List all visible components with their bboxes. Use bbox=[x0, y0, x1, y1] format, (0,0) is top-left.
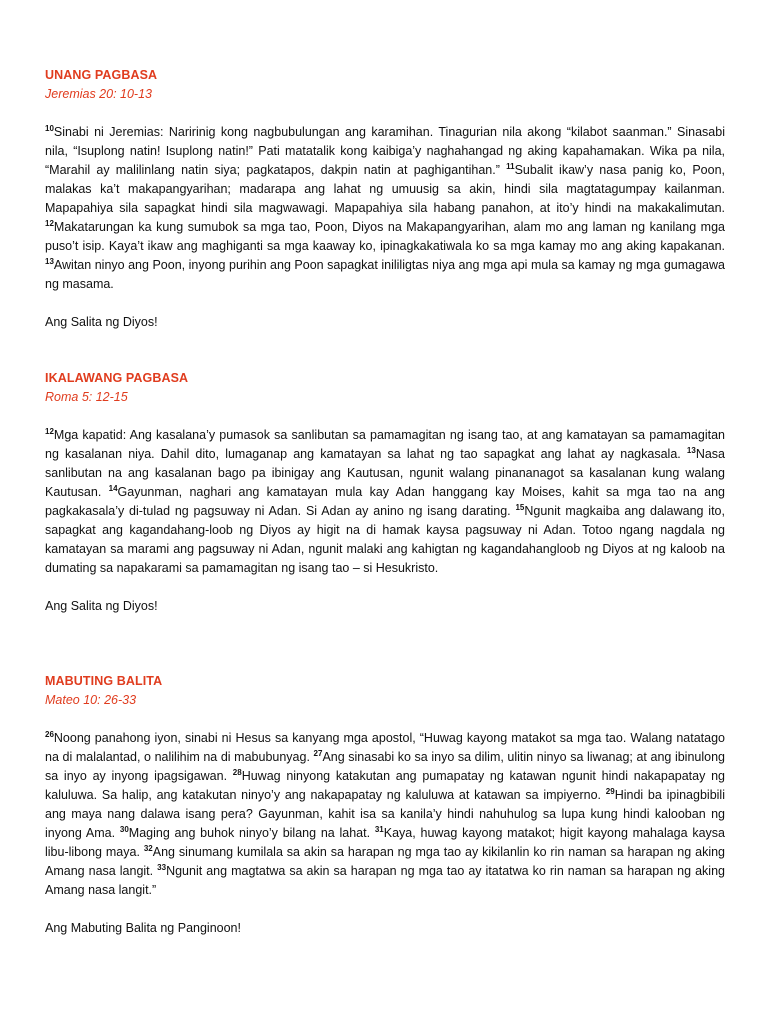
scripture-reference: Roma 5: 12-15 bbox=[45, 390, 128, 404]
verse-number: 12 bbox=[45, 218, 54, 228]
first-reading-section bbox=[45, 66, 725, 332]
verse-text: Ang sinasabi ko sa inyo sa dilim, ulitin ninyo sa liwanag; at ang ibinulong sa inyo ay inyong ipagsigawan. bbox=[45, 750, 725, 783]
section-heading: IKALAWANG PAGBASA bbox=[45, 371, 189, 385]
verse-number: 10 bbox=[45, 123, 54, 133]
section-heading: MABUTING BALITA bbox=[45, 674, 163, 688]
verse-number: 14 bbox=[108, 483, 118, 493]
scripture-reference: Mateo 10: 26-33 bbox=[45, 693, 137, 707]
verse-number: 26 bbox=[45, 729, 54, 739]
verse-text: Awitan ninyo ang Poon, inyong purihin ang Poon sapagkat inililigtas niya ang mga api mula sa kamay ng mga gumagawa ng masama. bbox=[45, 258, 725, 291]
verse-text: Ngunit ang magtatwa sa akin sa harapan ng mga tao ay itatatwa ko rin naman sa harapan ng aking Amang nasa langit.” bbox=[45, 864, 725, 897]
verse-number: 27 bbox=[313, 748, 323, 758]
verse-number: 29 bbox=[605, 786, 615, 796]
verse-text: Ngunit magkaiba ang dalawang ito, sapagkat ang kagandahang-loob ng Diyos ay higit na di hamak kaysa pagsuway ni Adan. Totoo ngang nagdala ng kamatayan sa marami ang pagsuway ni Adan, ngunit malaki ang kahigtan ng kagandahangloob ng Diyos at ng kaloob na dumating sa napakarami sa pamamagitan ng isang tao – si Hesukristo. bbox=[45, 504, 725, 575]
verse-text: Ang sinumang kumilala sa akin sa harapan ng mga tao ay kikilanlin ko rin naman sa harapan ng aking Amang nasa langit. bbox=[45, 845, 725, 878]
verse-number: 33 bbox=[157, 862, 167, 872]
verse-text: Hindi ba ipinagbibili ang maya nang dalawa isang pera? Gayunman, kahit isa sa kanila’y hindi nahuhulog sa lupa kung hindi kalooban ng inyong Ama. bbox=[45, 788, 725, 840]
closing-acclamation: Ang Salita ng Diyos! bbox=[45, 315, 158, 329]
scripture-reference: Jeremias 20: 10-13 bbox=[45, 87, 153, 101]
closing-acclamation: Ang Salita ng Diyos! bbox=[45, 599, 158, 613]
verse-text: Noong panahong iyon, sinabi ni Hesus sa kanyang mga apostol, “Huwag kayong matakot sa mga tao. Walang natatago na di malalantad, o nalilihim na di mabubunyag. bbox=[45, 731, 725, 764]
verse-text: Subalit ikaw’y nasa panig ko, Poon, malakas ka’t makapangyarihan; madarapa ang lahat ng umuusig sa akin, hindi sila magtatagumpay kailanman. Mapapahiya sila sapagkat hindi sila magwawagi. Mapapahiya sila habang panahon, at ito’y hindi na makakalimutan. bbox=[45, 163, 725, 215]
verse-number: 28 bbox=[232, 767, 242, 777]
section-heading: UNANG PAGBASA bbox=[45, 68, 158, 82]
verse-number: 13 bbox=[45, 256, 54, 266]
closing-acclamation: Ang Mabuting Balita ng Panginoon! bbox=[45, 921, 241, 935]
reading-text bbox=[45, 729, 725, 900]
second-reading-section bbox=[45, 369, 725, 616]
verse-number: 11 bbox=[506, 161, 515, 171]
verse-number: 31 bbox=[374, 824, 384, 834]
verse-number: 12 bbox=[45, 426, 54, 436]
verse-number: 32 bbox=[143, 843, 153, 853]
verse-text: Huwag ninyong katakutan ang pumapatay ng katawan ngunit hindi nakapapatay ng kaluluwa. Sa halip, ang katakutan ninyo’y ang nakapapatay ng kaluluwa at katawan sa impiyerno. bbox=[45, 769, 725, 802]
reading-text bbox=[45, 426, 725, 578]
verse-number: 15 bbox=[515, 502, 525, 512]
verse-text: Maging ang buhok ninyo’y bilang na lahat. bbox=[128, 826, 375, 840]
verse-text: Nasa sanlibutan na ang kasalanan bago pa ibinigay ang Kautusan, ngunit walang pinananagot sa kasalanan kung walang Kautusan. bbox=[45, 447, 725, 499]
verse-text: Gayunman, naghari ang kamatayan mula kay Adan hanggang kay Moises, kahit sa mga tao na ang pagkakasala’y di-tulad ng pagsuway ni Adan. Si Adan ay anino ng isang darating. bbox=[45, 485, 726, 518]
verse-text: Kaya, huwag kayong matakot; higit kayong mahalaga kaysa libu-libong maya. bbox=[45, 826, 726, 859]
verse-text: Sinabi ni Jeremias: Naririnig kong nagbubulungan ang karamihan. Tinagurian nila akong “kilabot saanman.” Sinasabi nila, “Isuplong natin! Isuplong natin!” Pati matatalik kong kaibiga’y naghahangad ng aking kapahamakan. Wika pa nila, “Marahil ay malilinlang natin siya; pagkatapos, dakpin natin at paghigantihan.” bbox=[45, 125, 725, 177]
verse-text: Mga kapatid: Ang kasalana’y pumasok sa sanlibutan sa pamamagitan ng isang tao, at ang kamatayan sa pamamagitan ng kasalanan niya. Dahil dito, lumaganap ang kamatayan sa lahat ng tao sapagkat ang lahat ay nagkasala. bbox=[45, 428, 725, 461]
verse-number: 30 bbox=[119, 824, 129, 834]
gospel-section bbox=[45, 672, 725, 938]
verse-text: Makatarungan ka kung sumubok sa mga tao, Poon, Diyos na Makapangyarihan, alam mo ang laman ng kanilang mga puso’t isip. Kaya’t ikaw ang maghiganti sa mga kaaway ko, ipinagkakatiwala ko sa mga kamay mo ang aking kapakanan. bbox=[45, 220, 725, 253]
verse-number: 13 bbox=[686, 445, 696, 455]
reading-text bbox=[45, 123, 725, 294]
